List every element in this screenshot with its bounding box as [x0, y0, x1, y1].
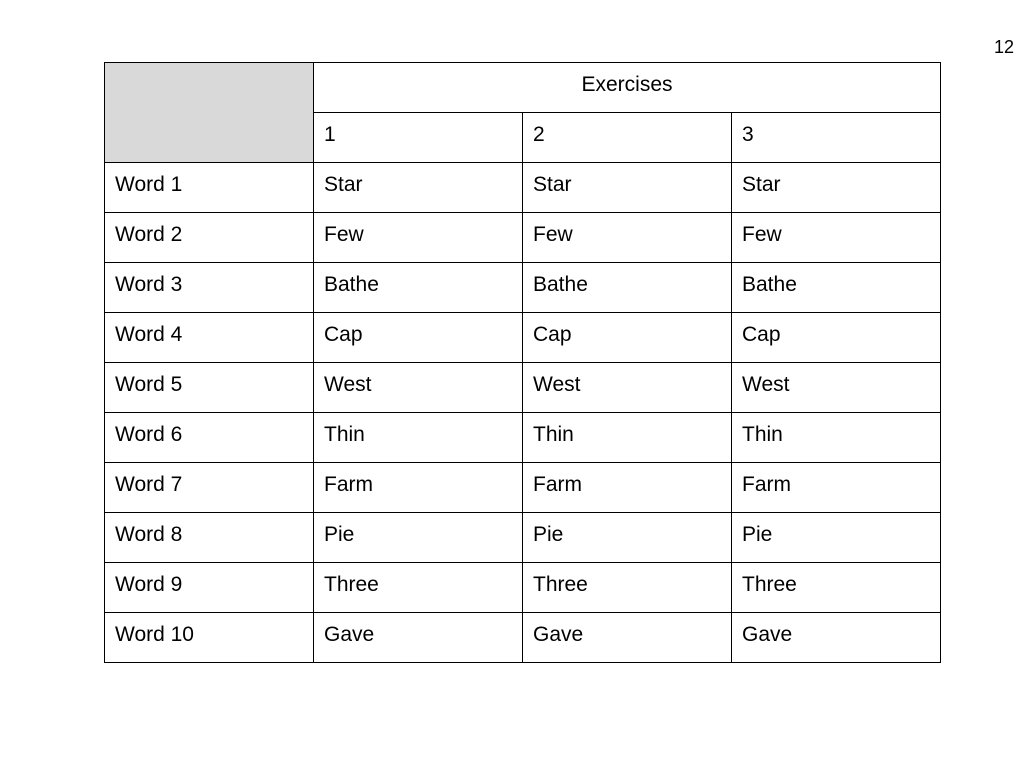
word-cell: Pie [732, 513, 941, 563]
word-cell: Bathe [523, 263, 732, 313]
word-cell: Few [523, 213, 732, 263]
table-row [105, 463, 941, 513]
page-number: 12 [993, 37, 1014, 57]
table-row [105, 363, 941, 413]
row-label: Word 7 [105, 463, 314, 513]
word-cell: Gave [314, 613, 523, 663]
row-label: Word 6 [105, 413, 314, 463]
word-cell: Star [732, 163, 941, 213]
row-label: Word 9 [105, 563, 314, 613]
table-row [105, 213, 941, 263]
table-row [105, 313, 941, 363]
table-row [105, 263, 941, 313]
exercise-number-3: 3 [732, 113, 941, 163]
table-row [105, 613, 941, 663]
word-cell: Bathe [732, 263, 941, 313]
table-row [105, 163, 941, 213]
word-cell: Cap [523, 313, 732, 363]
word-cell: Cap [732, 313, 941, 363]
word-cell: West [523, 363, 732, 413]
table-row [105, 513, 941, 563]
table-body [105, 63, 941, 663]
corner-cell [105, 63, 314, 163]
word-cell: West [314, 363, 523, 413]
word-cell: Farm [523, 463, 732, 513]
row-label: Word 5 [105, 363, 314, 413]
word-cell: Star [523, 163, 732, 213]
word-cell: Thin [732, 413, 941, 463]
word-cell: Farm [732, 463, 941, 513]
word-cell: Pie [314, 513, 523, 563]
row-label: Word 10 [105, 613, 314, 663]
row-label: Word 3 [105, 263, 314, 313]
word-cell: Three [732, 563, 941, 613]
word-cell: Gave [523, 613, 732, 663]
table-row [105, 563, 941, 613]
exercise-word-table [104, 62, 941, 663]
word-cell: West [732, 363, 941, 413]
word-cell: Bathe [314, 263, 523, 313]
row-label: Word 4 [105, 313, 314, 363]
word-cell: Gave [732, 613, 941, 663]
word-cell: Star [314, 163, 523, 213]
word-cell: Cap [314, 313, 523, 363]
row-label: Word 8 [105, 513, 314, 563]
word-cell: Farm [314, 463, 523, 513]
table-row [105, 413, 941, 463]
word-cell: Few [732, 213, 941, 263]
word-cell: Three [523, 563, 732, 613]
exercises-header: Exercises [314, 63, 941, 113]
table-header-row [105, 63, 941, 113]
exercise-number-1: 1 [314, 113, 523, 163]
word-cell: Pie [523, 513, 732, 563]
word-cell: Few [314, 213, 523, 263]
word-cell: Three [314, 563, 523, 613]
row-label: Word 2 [105, 213, 314, 263]
row-label: Word 1 [105, 163, 314, 213]
exercise-number-2: 2 [523, 113, 732, 163]
word-cell: Thin [523, 413, 732, 463]
word-cell: Thin [314, 413, 523, 463]
